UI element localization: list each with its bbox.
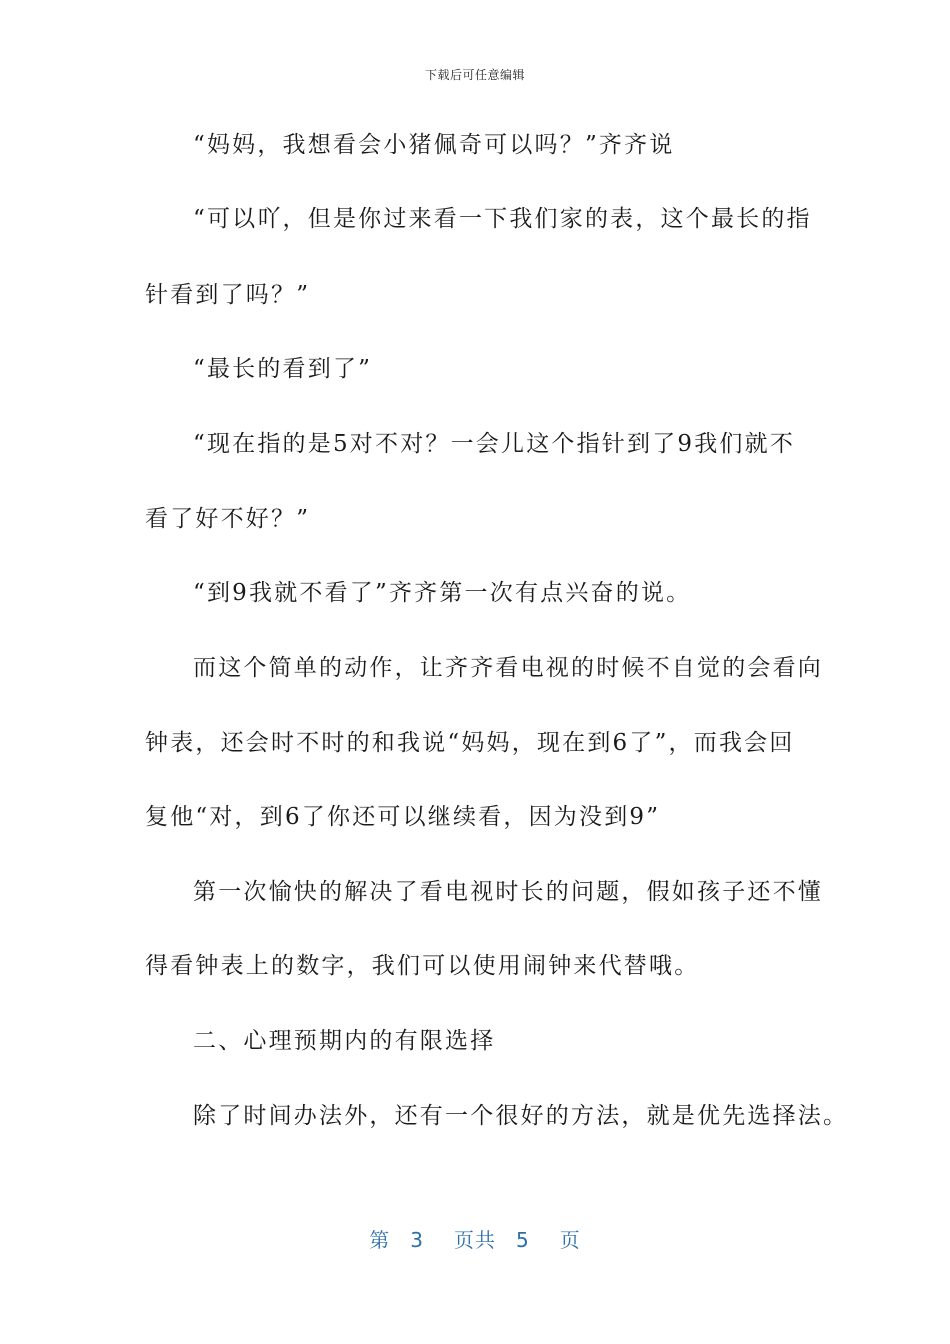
page-footer bbox=[0, 1224, 950, 1253]
paragraph-line: 第一次愉快的解决了看电视时长的问题，假如孩子还不懂 bbox=[193, 879, 823, 905]
paragraph-line: 得看钟表上的数字，我们可以使用闹钟来代替哦。 bbox=[145, 953, 700, 979]
paragraph-line: 复他“对，到6了你还可以继续看，因为没到9” bbox=[145, 804, 661, 830]
paragraph-line: “妈妈，我想看会小猪佩奇可以吗？”齐齐说 bbox=[193, 132, 675, 158]
footer-prefix: 第 bbox=[369, 1228, 391, 1252]
paragraph-line: “最长的看到了” bbox=[193, 356, 373, 382]
paragraph-line: 钟表，还会时不时的和我说“妈妈，现在到6了”，而我会回 bbox=[145, 730, 795, 756]
footer-suffix: 页 bbox=[559, 1228, 581, 1252]
paragraph-line: “现在指的是5对不对？一会儿这个指针到了9我们就不 bbox=[193, 431, 796, 457]
page-header: 下载后可任意编辑 bbox=[424, 68, 525, 82]
paragraph-line: 针看到了吗？” bbox=[145, 282, 311, 308]
paragraph-line: 看了好不好？” bbox=[145, 506, 311, 532]
paragraph-line: 除了时间办法外，还有一个很好的方法，就是优先选择法。 bbox=[193, 1103, 849, 1129]
paragraph-line: “可以吖，但是你过来看一下我们家的表，这个最长的指 bbox=[193, 206, 812, 232]
section-heading: 二、心理预期内的有限选择 bbox=[193, 1028, 496, 1054]
footer-current-page: 3 bbox=[410, 1228, 424, 1252]
paragraph-line: “到9我就不看了”齐齐第一次有点兴奋的说。 bbox=[193, 580, 692, 606]
footer-total-pages: 5 bbox=[516, 1228, 530, 1252]
paragraph-line: 而这个简单的动作，让齐齐看电视的时候不自觉的会看向 bbox=[193, 655, 823, 681]
footer-middle: 页共 bbox=[454, 1228, 496, 1252]
